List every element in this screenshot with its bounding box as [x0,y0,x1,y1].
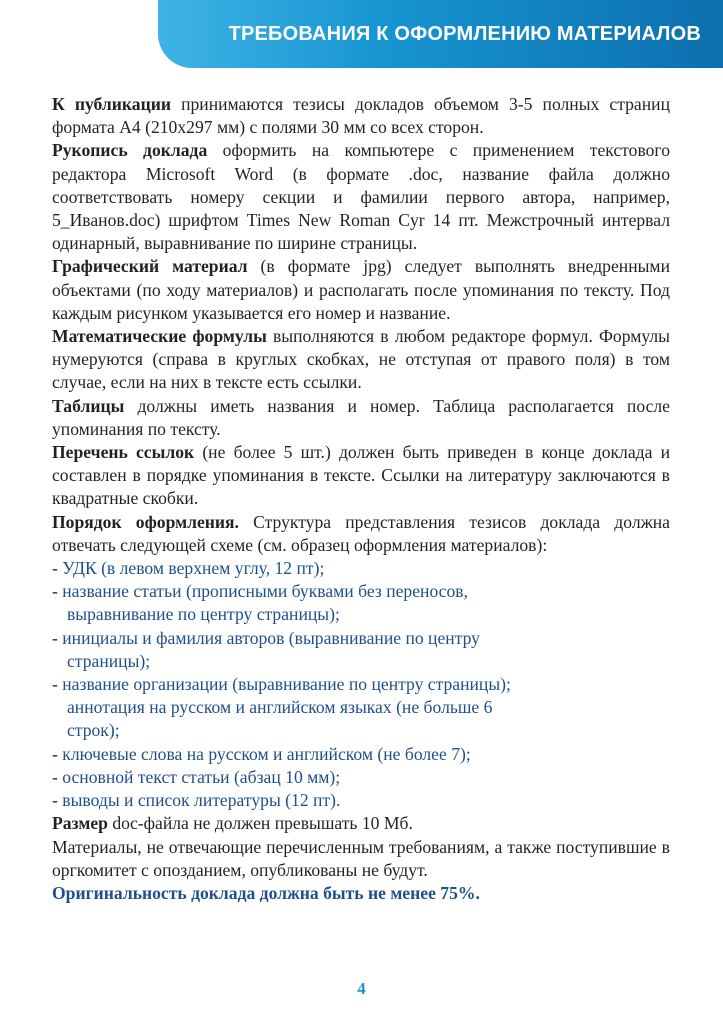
list-dash: - [52,790,63,811]
paragraph-text: принимаются тезисы докладов объемом 3-5 полных страниц формата А4 (210х297 мм) с полями 30 мм со всех сторон. [52,94,670,138]
list-item [52,743,670,766]
paragraph-references [52,441,670,511]
list-item-text: УДК (в левом верхнем углу, 12 пт); [62,558,325,579]
list-item [52,673,670,743]
document-body [52,93,670,905]
list-item-text: основной текст статьи (абзац 10 мм); [62,766,341,787]
list-item-text: выводы и список литературы (12 пт). [62,790,341,811]
paragraph-lead: Таблицы [52,395,125,416]
list-dash: - [52,766,63,787]
paragraph-lead: Перечень ссылок [52,442,195,463]
list-item-continuation: страницы); [67,650,151,671]
list-item [52,580,670,626]
structure-list [52,557,670,812]
paragraph-text: doc-файла не должен превышать 10 Мб. [107,813,413,834]
paragraph-lead: Порядок оформления. [52,511,239,532]
list-dash: - [52,674,63,695]
list-dash: - [52,581,63,602]
header-banner [158,0,723,68]
list-item-continuation: выравнивание по центру страницы); [67,604,340,625]
list-dash: - [52,627,63,648]
paragraph-lead: Рукопись доклада [52,140,208,161]
paragraph-formulas [52,325,670,395]
paragraph-graphics [52,255,670,325]
paragraph-lead: Размер [52,813,108,834]
list-item-text: инициалы и фамилия авторов (выравнивание по центру [62,627,480,648]
paragraph-tables [52,395,670,441]
list-item [52,766,670,789]
list-item [52,789,670,812]
paragraph-text: выполняются в любом редакторе формул. Формулы нумеруются (справа в круглых скобках, не отступая от правого поля) в том случае, если на них в тексте есть ссылки. [52,326,671,393]
list-item-text: название статьи (прописными буквами без переносов, [62,581,468,602]
originality-note: Оригинальность доклада должна быть не менее 75%. [52,882,480,903]
paragraph-size [52,812,670,835]
list-item [52,627,670,673]
page-number: 4 [357,979,366,998]
paragraph-order [52,511,670,557]
list-item [52,557,670,580]
paragraph-closing: Материалы, не отвечающие перечисленным требованиям, а также поступившие в оргкомитет с опозданием, опубликованы не будут. [52,836,670,880]
list-item-text: название организации (выравнивание по центру страницы); [62,674,511,695]
paragraph-text: должны иметь названия и номер. Таблица располагается после упоминания по тексту. [52,395,670,439]
list-dash: - [52,558,63,579]
list-item-continuation: аннотация на русском и английском языках (не больше 6 [67,697,493,718]
paragraph-manuscript [52,139,670,255]
paragraph-lead: Математические формулы [52,326,267,347]
paragraph-text: (в формате jpg) следует выполнять внедренными объектами (по ходу материалов) и располагать после упоминания по тексту. Под каждым рисунком указывается его номер и название. [52,256,670,323]
paragraph-text: Структура представления тезисов доклада должна отвечать следующей схеме (см. образец оформления материалов): [52,511,670,555]
paragraph-publication [52,93,670,139]
page-title: ТРЕБОВАНИЯ К ОФОРМЛЕНИЮ МАТЕРИАЛОВ [228,22,701,45]
list-dash: - [52,743,63,764]
paragraph-lead: К публикации [52,94,171,114]
paragraph-text: оформить на компьютере с применением текстового редактора Microsoft Word (в формате .doc, название файла должно соответствовать номеру секции и фамилии первого автора, например, 5_Иванов.doc) шрифтом Times New Roman Cyr 14 пт. Межстрочный интервал одинарный, выравнивание по ширине страницы. [52,140,670,254]
paragraph-lead: Графический материал [52,256,248,277]
list-item-continuation: строк); [67,720,120,741]
list-item-text: ключевые слова на русском и английском (не более 7); [62,743,471,764]
paragraph-text: (не более 5 шт.) должен быть приведен в конце доклада и составлен в порядке упоминания в тексте. Ссылки на литературу заключаются в квадратные скобки. [52,442,670,509]
